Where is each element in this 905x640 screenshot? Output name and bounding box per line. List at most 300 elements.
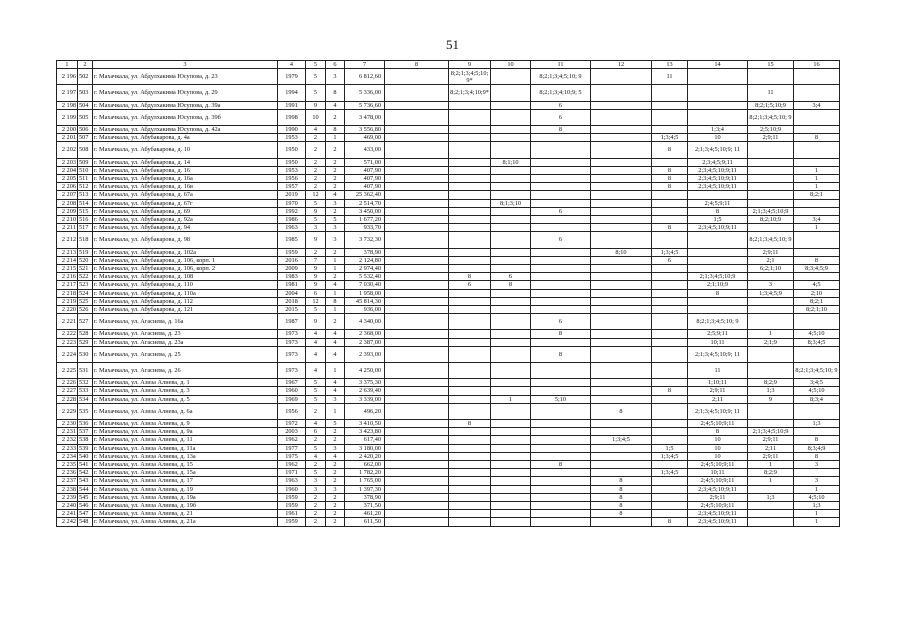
table-cell-col-10	[491, 109, 531, 125]
table-cell-col-2: 544	[78, 485, 93, 493]
table-cell-col-12: 8;10	[591, 248, 652, 256]
table-cell-col-5: 9	[306, 101, 326, 109]
table-cell-col-2: 511	[78, 174, 93, 182]
table-cell-col-6: 3	[326, 485, 345, 493]
table-cell-col-8	[385, 330, 449, 338]
table-cell-col-15: 8;2;1;3;4;5;10; 9	[748, 232, 794, 248]
table-cell-col-11: 8	[531, 330, 591, 338]
table-cell-col-3: г. Махачкала, ул. Абубакарова, д. 102а	[93, 248, 278, 256]
table-cell-col-8	[385, 395, 449, 403]
table-cell-col-4: 2015	[278, 306, 306, 314]
table-cell-col-7: 3 339,00	[345, 395, 385, 403]
table-cell-col-15	[748, 403, 794, 419]
table-cell-col-7: 1 958,00	[345, 289, 385, 297]
table-cell-col-12	[591, 297, 652, 305]
table-cell-col-10	[491, 452, 531, 460]
table-cell-col-2: 521	[78, 264, 93, 272]
table-cell-col-14: 1;10;11	[688, 379, 748, 387]
table-cell-col-6: 4	[326, 452, 345, 460]
table-cell-col-8	[385, 346, 449, 362]
table-cell-col-9	[449, 199, 491, 207]
table-cell-col-3: г. Махачкала, ул. Азиза Алиева, д. 3	[93, 387, 278, 395]
table-cell-col-12	[591, 134, 652, 142]
table-cell-col-12	[591, 428, 652, 436]
table-cell-col-9	[449, 232, 491, 248]
table-cell-col-1: 2 221	[57, 314, 78, 330]
table-cell-col-16: 1	[794, 510, 840, 518]
table-cell-col-6: 1	[326, 306, 345, 314]
table-cell-col-16: 3;4	[794, 215, 840, 223]
table-cell-col-15: 1	[748, 330, 794, 338]
table-cell-col-13	[652, 502, 688, 510]
table-cell-col-8	[385, 387, 449, 395]
table-cell-col-14	[688, 248, 748, 256]
page-number: 51	[446, 37, 459, 52]
table-cell-col-16: 8;3;4;5	[794, 338, 840, 346]
table-cell-col-5: 2	[306, 166, 326, 174]
table-cell-col-12	[591, 158, 652, 166]
table-cell-col-14: 2;3;4;5;10;9;11	[688, 174, 748, 182]
table-cell-col-12	[591, 69, 652, 85]
table-row	[57, 510, 840, 518]
table-cell-col-15: 2;5;10;9	[748, 125, 794, 133]
table-cell-col-1: 2 222	[57, 330, 78, 338]
table-cell-col-13	[652, 346, 688, 362]
table-cell-col-3: г. Махачкала, ул. Азиза Алиева, д. 11а	[93, 444, 278, 452]
column-header-12: 12	[591, 61, 652, 69]
table-cell-col-13: 1;5	[652, 444, 688, 452]
table-cell-col-10	[491, 264, 531, 272]
table-cell-col-16: 3	[794, 460, 840, 468]
table-cell-col-10	[491, 493, 531, 501]
table-cell-col-6: 2	[326, 436, 345, 444]
table-cell-col-7: 3 556,80	[345, 125, 385, 133]
table-row	[57, 248, 840, 256]
table-cell-col-9	[449, 306, 491, 314]
table-cell-col-13: 1;3;4;5	[652, 134, 688, 142]
table-cell-col-14: 8	[688, 289, 748, 297]
table-cell-col-7: 7 030,40	[345, 281, 385, 289]
table-cell-col-15: 1	[748, 460, 794, 468]
table-cell-col-4: 2003	[278, 428, 306, 436]
table-cell-col-7: 2 368,00	[345, 330, 385, 338]
table-cell-col-16	[794, 158, 840, 166]
table-cell-col-9	[449, 452, 491, 460]
table-cell-col-5: 5	[306, 379, 326, 387]
table-cell-col-5: 9	[306, 281, 326, 289]
table-cell-col-3: г. Махачкала, ул. Абубакарова, д. 112	[93, 297, 278, 305]
table-cell-col-4: 1959	[278, 493, 306, 501]
table-cell-col-9	[449, 101, 491, 109]
table-cell-col-11: 8;2;1;3;4;5;10; 9	[531, 69, 591, 85]
table-cell-col-9	[449, 297, 491, 305]
table-cell-col-16: 2;10	[794, 289, 840, 297]
table-cell-col-15	[748, 199, 794, 207]
table-cell-col-7: 3 375,30	[345, 379, 385, 387]
table-cell-col-7: 371,50	[345, 502, 385, 510]
table-row	[57, 134, 840, 142]
table-cell-col-13: 8	[652, 183, 688, 191]
table-cell-col-11	[531, 444, 591, 452]
table-cell-col-16	[794, 403, 840, 419]
table-cell-col-15: 11	[748, 85, 794, 101]
table-cell-col-4: 2019	[278, 191, 306, 199]
table-cell-col-6: 3	[326, 69, 345, 85]
table-cell-col-1: 2 237	[57, 477, 78, 485]
table-cell-col-1: 2 232	[57, 436, 78, 444]
table-cell-col-4: 1969	[278, 395, 306, 403]
table-row	[57, 85, 840, 101]
table-cell-col-4: 2016	[278, 256, 306, 264]
table-cell-col-6: 4	[326, 281, 345, 289]
table-cell-col-1: 2 204	[57, 166, 78, 174]
table-cell-col-12	[591, 469, 652, 477]
table-cell-col-5: 5	[306, 444, 326, 452]
table-row	[57, 281, 840, 289]
table-cell-col-1: 2 238	[57, 485, 78, 493]
table-cell-col-4: 1956	[278, 174, 306, 182]
table-cell-col-2: 535	[78, 403, 93, 419]
registry-table	[56, 60, 840, 527]
table-row	[57, 314, 840, 330]
table-cell-col-12: 1;3;4;5	[591, 436, 652, 444]
table-cell-col-5: 5	[306, 395, 326, 403]
table-cell-col-5: 2	[306, 134, 326, 142]
table-cell-col-11: 6	[531, 232, 591, 248]
table-cell-col-12	[591, 101, 652, 109]
table-cell-col-1: 2 214	[57, 256, 78, 264]
table-cell-col-1: 2 230	[57, 419, 78, 427]
table-row	[57, 142, 840, 158]
table-cell-col-6: 1	[326, 264, 345, 272]
table-cell-col-3: г. Махачкала, ул. Абубакарова, д. 106, корп. 2	[93, 264, 278, 272]
table-cell-col-2: 513	[78, 191, 93, 199]
table-cell-col-8	[385, 419, 449, 427]
table-cell-col-12	[591, 183, 652, 191]
table-cell-col-8	[385, 273, 449, 281]
table-cell-col-10	[491, 166, 531, 174]
table-cell-col-7: 1 782,20	[345, 469, 385, 477]
table-cell-col-16: 8	[794, 452, 840, 460]
table-cell-col-10	[491, 248, 531, 256]
table-cell-col-1: 2 229	[57, 403, 78, 419]
table-cell-col-3: г. Махачкала, ул. Абубакарова, д. 110	[93, 281, 278, 289]
table-cell-col-10	[491, 191, 531, 199]
table-cell-col-11	[531, 174, 591, 182]
table-cell-col-16: 1;3	[794, 419, 840, 427]
table-cell-col-10	[491, 142, 531, 158]
table-cell-col-5: 4	[306, 452, 326, 460]
table-cell-col-9	[449, 109, 491, 125]
table-cell-col-4: 1973	[278, 338, 306, 346]
table-cell-col-5: 4	[306, 330, 326, 338]
table-cell-col-1: 2 202	[57, 142, 78, 158]
table-row	[57, 191, 840, 199]
table-cell-col-13: 6	[652, 256, 688, 264]
table-cell-col-14: 2;4;5;10;9;11	[688, 460, 748, 468]
table-cell-col-4: 1950	[278, 142, 306, 158]
table-cell-col-8	[385, 510, 449, 518]
table-cell-col-2: 520	[78, 256, 93, 264]
table-cell-col-3: г. Махачкала, ул. Абубакарова, д. 16	[93, 166, 278, 174]
table-cell-col-6: 1	[326, 289, 345, 297]
table-cell-col-11: 6	[531, 101, 591, 109]
table-cell-col-10	[491, 510, 531, 518]
table-cell-col-9	[449, 125, 491, 133]
table-cell-col-3: г. Махачкала, ул. Азиза Алиева, д. 21а	[93, 518, 278, 526]
table-cell-col-16: 1	[794, 183, 840, 191]
table-cell-col-3: г. Махачкала, ул. Азиза Алиева, д. 9а	[93, 428, 278, 436]
table-cell-col-9	[449, 134, 491, 142]
table-cell-col-1: 2 240	[57, 502, 78, 510]
table-row	[57, 256, 840, 264]
table-cell-col-14: 2;3;4;5;10;9;11	[688, 166, 748, 174]
table-row	[57, 297, 840, 305]
table-cell-col-10	[491, 460, 531, 468]
table-cell-col-8	[385, 518, 449, 526]
table-cell-col-2: 536	[78, 419, 93, 427]
table-cell-col-11	[531, 142, 591, 158]
table-cell-col-1: 2 236	[57, 469, 78, 477]
table-cell-col-7: 4 340,00	[345, 314, 385, 330]
table-cell-col-7: 378,90	[345, 248, 385, 256]
table-cell-col-10	[491, 485, 531, 493]
table-cell-col-5: 4	[306, 346, 326, 362]
table-cell-col-6: 2	[326, 428, 345, 436]
table-cell-col-15: 1;3;4;5;9	[748, 289, 794, 297]
table-cell-col-2: 508	[78, 142, 93, 158]
table-cell-col-6: 2	[326, 248, 345, 256]
table-cell-col-2: 515	[78, 207, 93, 215]
table-cell-col-12	[591, 224, 652, 232]
table-cell-col-7: 617,40	[345, 436, 385, 444]
table-cell-col-16: 4;5;10	[794, 387, 840, 395]
table-row	[57, 485, 840, 493]
table-cell-col-16: 3;4;5	[794, 379, 840, 387]
table-cell-col-7: 2 514,70	[345, 199, 385, 207]
table-cell-col-9	[449, 362, 491, 378]
table-cell-col-11	[531, 362, 591, 378]
table-cell-col-4: 1961	[278, 510, 306, 518]
table-cell-col-1: 2 231	[57, 428, 78, 436]
table-cell-col-16: 8	[794, 256, 840, 264]
table-cell-col-8	[385, 69, 449, 85]
table-cell-col-9	[449, 256, 491, 264]
table-cell-col-3: г. Махачкала, ул. Абубакарова, д. 16а	[93, 174, 278, 182]
table-cell-col-13	[652, 109, 688, 125]
table-cell-col-16: 1	[794, 166, 840, 174]
table-cell-col-3: г. Махачкала, ул. Азиза Алиева, д. 5	[93, 395, 278, 403]
table-cell-col-12	[591, 256, 652, 264]
table-cell-col-12	[591, 142, 652, 158]
table-cell-col-9	[449, 338, 491, 346]
table-cell-col-1: 2 196	[57, 69, 78, 85]
table-cell-col-15: 2;9;11	[748, 134, 794, 142]
table-cell-col-16: 4;5;10	[794, 330, 840, 338]
table-cell-col-3: г. Махачкала, ул. Азиза Алиева, д. 9	[93, 419, 278, 427]
table-cell-col-14: 2;1;3;4;5;10;9	[688, 273, 748, 281]
table-cell-col-12	[591, 460, 652, 468]
table-cell-col-8	[385, 502, 449, 510]
table-cell-col-1: 2 224	[57, 346, 78, 362]
table-row	[57, 264, 840, 272]
table-cell-col-8	[385, 248, 449, 256]
table-cell-col-16: 8;2;1	[794, 297, 840, 305]
table-cell-col-16: 3	[794, 477, 840, 485]
table-cell-col-12	[591, 191, 652, 199]
table-cell-col-7: 2 393,00	[345, 346, 385, 362]
column-header-6: 6	[326, 61, 345, 69]
table-cell-col-3: г. Махачкала, ул. Абубакарова, д. 14	[93, 158, 278, 166]
table-cell-col-11	[531, 387, 591, 395]
table-cell-col-13: 8	[652, 387, 688, 395]
table-cell-col-1: 2 212	[57, 232, 78, 248]
table-cell-col-5: 2	[306, 436, 326, 444]
table-cell-col-9	[449, 330, 491, 338]
table-cell-col-16	[794, 85, 840, 101]
table-cell-col-15	[748, 518, 794, 526]
table-cell-col-4: 1981	[278, 281, 306, 289]
table-cell-col-10: 8;1;3;10	[491, 199, 531, 207]
table-cell-col-5: 5	[306, 387, 326, 395]
table-cell-col-3: г. Махачкала, ул. Агасиева, д. 25	[93, 346, 278, 362]
table-cell-col-4: 1990	[278, 125, 306, 133]
table-cell-col-5: 7	[306, 256, 326, 264]
registry-table-wrapper	[56, 60, 839, 527]
table-cell-col-8	[385, 207, 449, 215]
table-cell-col-5: 9	[306, 273, 326, 281]
table-cell-col-5: 4	[306, 338, 326, 346]
table-cell-col-6: 5	[326, 419, 345, 427]
table-cell-col-16	[794, 207, 840, 215]
table-cell-col-13: 1;3;4;5	[652, 248, 688, 256]
table-cell-col-5: 5	[306, 69, 326, 85]
table-cell-col-12	[591, 232, 652, 248]
table-cell-col-7: 3 478,00	[345, 109, 385, 125]
table-cell-col-2: 529	[78, 338, 93, 346]
table-cell-col-10	[491, 306, 531, 314]
table-cell-col-6: 2	[326, 469, 345, 477]
table-cell-col-8	[385, 444, 449, 452]
table-cell-col-11	[531, 256, 591, 264]
table-cell-col-7: 496,20	[345, 403, 385, 419]
table-body	[57, 69, 840, 526]
table-cell-col-7: 2 639,40	[345, 387, 385, 395]
table-cell-col-8	[385, 215, 449, 223]
table-cell-col-8	[385, 306, 449, 314]
table-cell-col-13	[652, 493, 688, 501]
table-row	[57, 436, 840, 444]
table-cell-col-1: 2 210	[57, 215, 78, 223]
table-row	[57, 477, 840, 485]
table-cell-col-2: 530	[78, 346, 93, 362]
table-cell-col-4: 2018	[278, 297, 306, 305]
table-cell-col-5: 2	[306, 158, 326, 166]
table-cell-col-14	[688, 109, 748, 125]
column-header-9: 9	[449, 61, 491, 69]
column-header-8: 8	[385, 61, 449, 69]
table-cell-col-10	[491, 436, 531, 444]
table-cell-col-7: 1 765,00	[345, 477, 385, 485]
table-cell-col-14	[688, 85, 748, 101]
table-cell-col-14: 2;5;9;11	[688, 330, 748, 338]
table-cell-col-8	[385, 297, 449, 305]
table-cell-col-11: 6	[531, 314, 591, 330]
table-cell-col-6: 1	[326, 256, 345, 264]
table-cell-col-2: 537	[78, 428, 93, 436]
table-cell-col-1: 2 239	[57, 493, 78, 501]
table-cell-col-11	[531, 199, 591, 207]
table-cell-col-14: 2;4;5;9;11	[688, 199, 748, 207]
table-cell-col-13	[652, 125, 688, 133]
table-cell-col-9	[449, 158, 491, 166]
table-cell-col-13	[652, 306, 688, 314]
table-cell-col-6: 4	[326, 101, 345, 109]
table-cell-col-9: 8;2;1;3;4;10;9*	[449, 85, 491, 101]
table-cell-col-9	[449, 314, 491, 330]
table-cell-col-8	[385, 264, 449, 272]
table-cell-col-11	[531, 281, 591, 289]
table-cell-col-4: 1973	[278, 330, 306, 338]
table-cell-col-6: 8	[326, 125, 345, 133]
table-cell-col-7: 933,70	[345, 224, 385, 232]
table-cell-col-3: г. Махачкала, ул. Агасиева, д. 26	[93, 362, 278, 378]
table-cell-col-10	[491, 101, 531, 109]
table-cell-col-2: 534	[78, 395, 93, 403]
table-cell-col-7: 1 677,20	[345, 215, 385, 223]
table-cell-col-7: 407,90	[345, 166, 385, 174]
table-cell-col-16: 1	[794, 174, 840, 182]
table-cell-col-11: 6	[531, 207, 591, 215]
table-row	[57, 419, 840, 427]
table-cell-col-6: 1	[326, 403, 345, 419]
table-row	[57, 518, 840, 526]
table-cell-col-14	[688, 256, 748, 264]
table-cell-col-16: 8;2;1	[794, 191, 840, 199]
table-cell-col-3: г. Махачкала, ул. Абдулхакима Юсупова, д. 29	[93, 85, 278, 101]
table-row	[57, 215, 840, 223]
table-cell-col-1: 2 203	[57, 158, 78, 166]
table-cell-col-14: 10;11	[688, 469, 748, 477]
table-cell-col-4: 1972	[278, 419, 306, 427]
table-cell-col-11	[531, 158, 591, 166]
table-cell-col-4: 1953	[278, 134, 306, 142]
table-cell-col-10	[491, 403, 531, 419]
table-row	[57, 101, 840, 109]
table-cell-col-6: 2	[326, 109, 345, 125]
table-cell-col-9	[449, 224, 491, 232]
table-cell-col-8	[385, 191, 449, 199]
table-cell-col-5: 6	[306, 289, 326, 297]
table-cell-col-8	[385, 281, 449, 289]
table-cell-col-5: 2	[306, 502, 326, 510]
table-row	[57, 362, 840, 378]
table-cell-col-1: 2 209	[57, 207, 78, 215]
table-row	[57, 452, 840, 460]
table-cell-col-8	[385, 485, 449, 493]
table-cell-col-1: 2 207	[57, 191, 78, 199]
table-cell-col-5: 5	[306, 215, 326, 223]
table-cell-col-13	[652, 264, 688, 272]
table-cell-col-14: 2;4;5;10;9;11	[688, 502, 748, 510]
table-cell-col-9	[449, 403, 491, 419]
table-cell-col-9	[449, 510, 491, 518]
table-cell-col-12: 8	[591, 403, 652, 419]
table-cell-col-14: 1;3;4	[688, 125, 748, 133]
table-cell-col-5: 12	[306, 297, 326, 305]
table-cell-col-15	[748, 224, 794, 232]
table-cell-col-8	[385, 125, 449, 133]
